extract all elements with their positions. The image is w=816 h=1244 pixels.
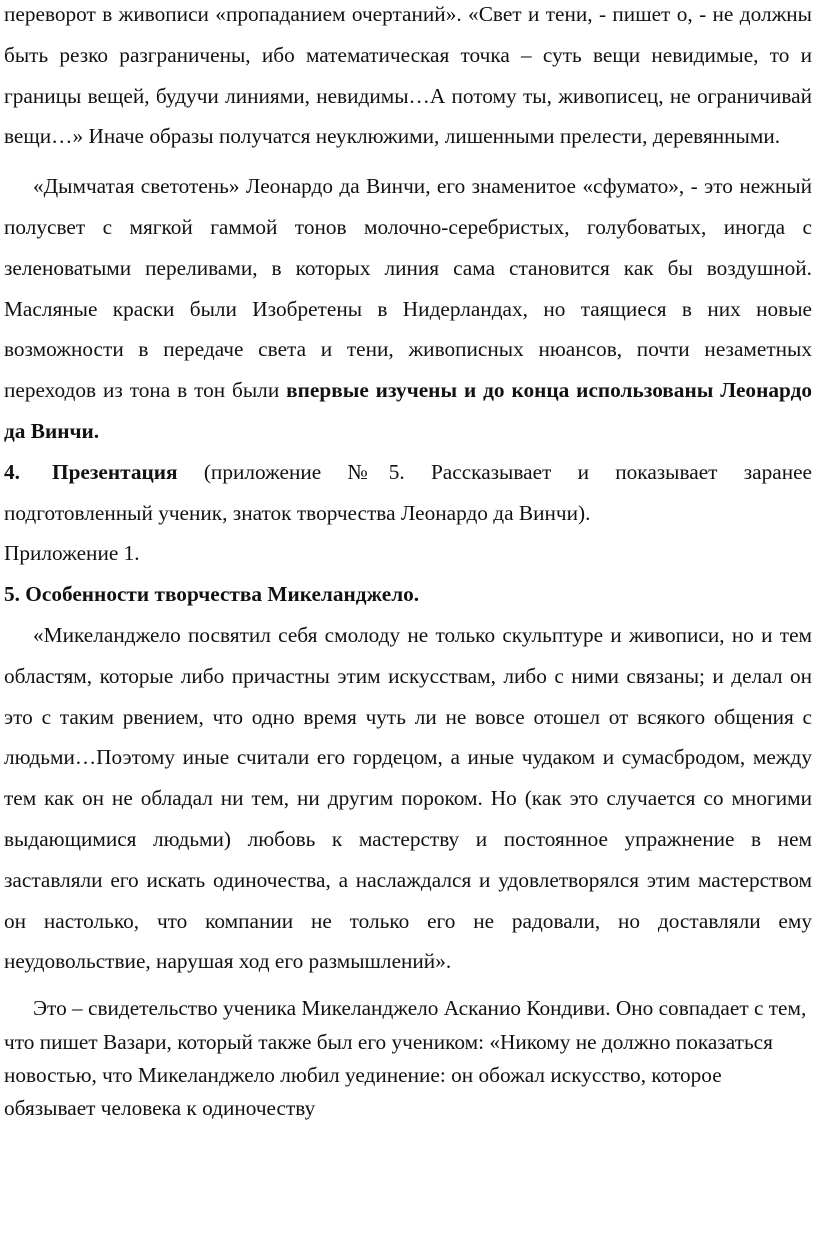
paragraph-sfumato-text: «Дымчатая светотень» Леонардо да Винчи, его знаменитое «сфумато», - это нежный полусвет с мягкой гаммой тонов молочно-серебристых, голубоватых, иногда с зеленоватыми переливами, в которых линия сама становится как бы воздушной. Масляные краски были Изобретены в Нидерландах, но таящиеся в них новые возможности в передаче света и тени, живописных нюансов, почти незаметных переходов из тона в тон были [4,174,812,403]
appendix-note: Приложение 1. [4,541,140,566]
paragraph-sfumato-bold: впервые изучены и до конца использованы Леонардо да Винчи. [4,378,812,443]
paragraph-michelangelo-quote: «Микеланджело посвятил себя смолоду не только скульптуре и живописи, но и тем областям, которые либо причастны этим искусствам, либо с ними связаны; и делал он это с таким рвением, что одно время чуть ли не вовсе отошел от всякого общения с людьми…Поэтому иные считали его гордецом, а иные чудаком и сумасбродом, между тем как он не обладал ни тем, ни другим пороком. Но (как это случается со многими выдающимися людьми) любовь к мастерству и постоянное упражнение в нем заставляли его искать одиночества, а наслаждался и удовлетворялся этим мастерством он настолько, что компании не только его не радовали, но доставляли ему неудовольствие, нарушая ход его размышлений». [4,622,812,974]
paragraph-sfumato [4,166,812,452]
item-4-presentation [4,452,812,534]
item-4-text: (приложение №5. Рассказывает и показывает заранее подготовленный ученик, знаток творчества Леонардо да Винчи). [4,459,812,525]
item-4-number: 4. [4,459,20,484]
section-5-heading: 5. Особенности творчества Микеланджело. [4,582,420,607]
paragraph-sfumato-quote: переворот в живописи «пропаданием очертаний». «Свет и тени, - пишет о, - не должны быть резко разграничены, ибо математическая точка – суть вещи невидимые, то и границы вещей, будучи линиями, невидимы…А потому ты, живописец, не ограничивай вещи…» Иначе образы получатся неуклюжими, лишенными прелести, деревянными. [4,2,812,149]
item-4-title: Презентация [52,459,178,484]
paragraph-condivi: Это – свидетельство ученика Микеланджело Асканио Кондиви. Оно совпадает с тем, что пишет Вазари, который также был его учеником: «Никому не должно показаться новостью, что Микеланджело любил уединение: он обожал искусство, которое обязывает человека к одиночеству [4,996,807,1121]
